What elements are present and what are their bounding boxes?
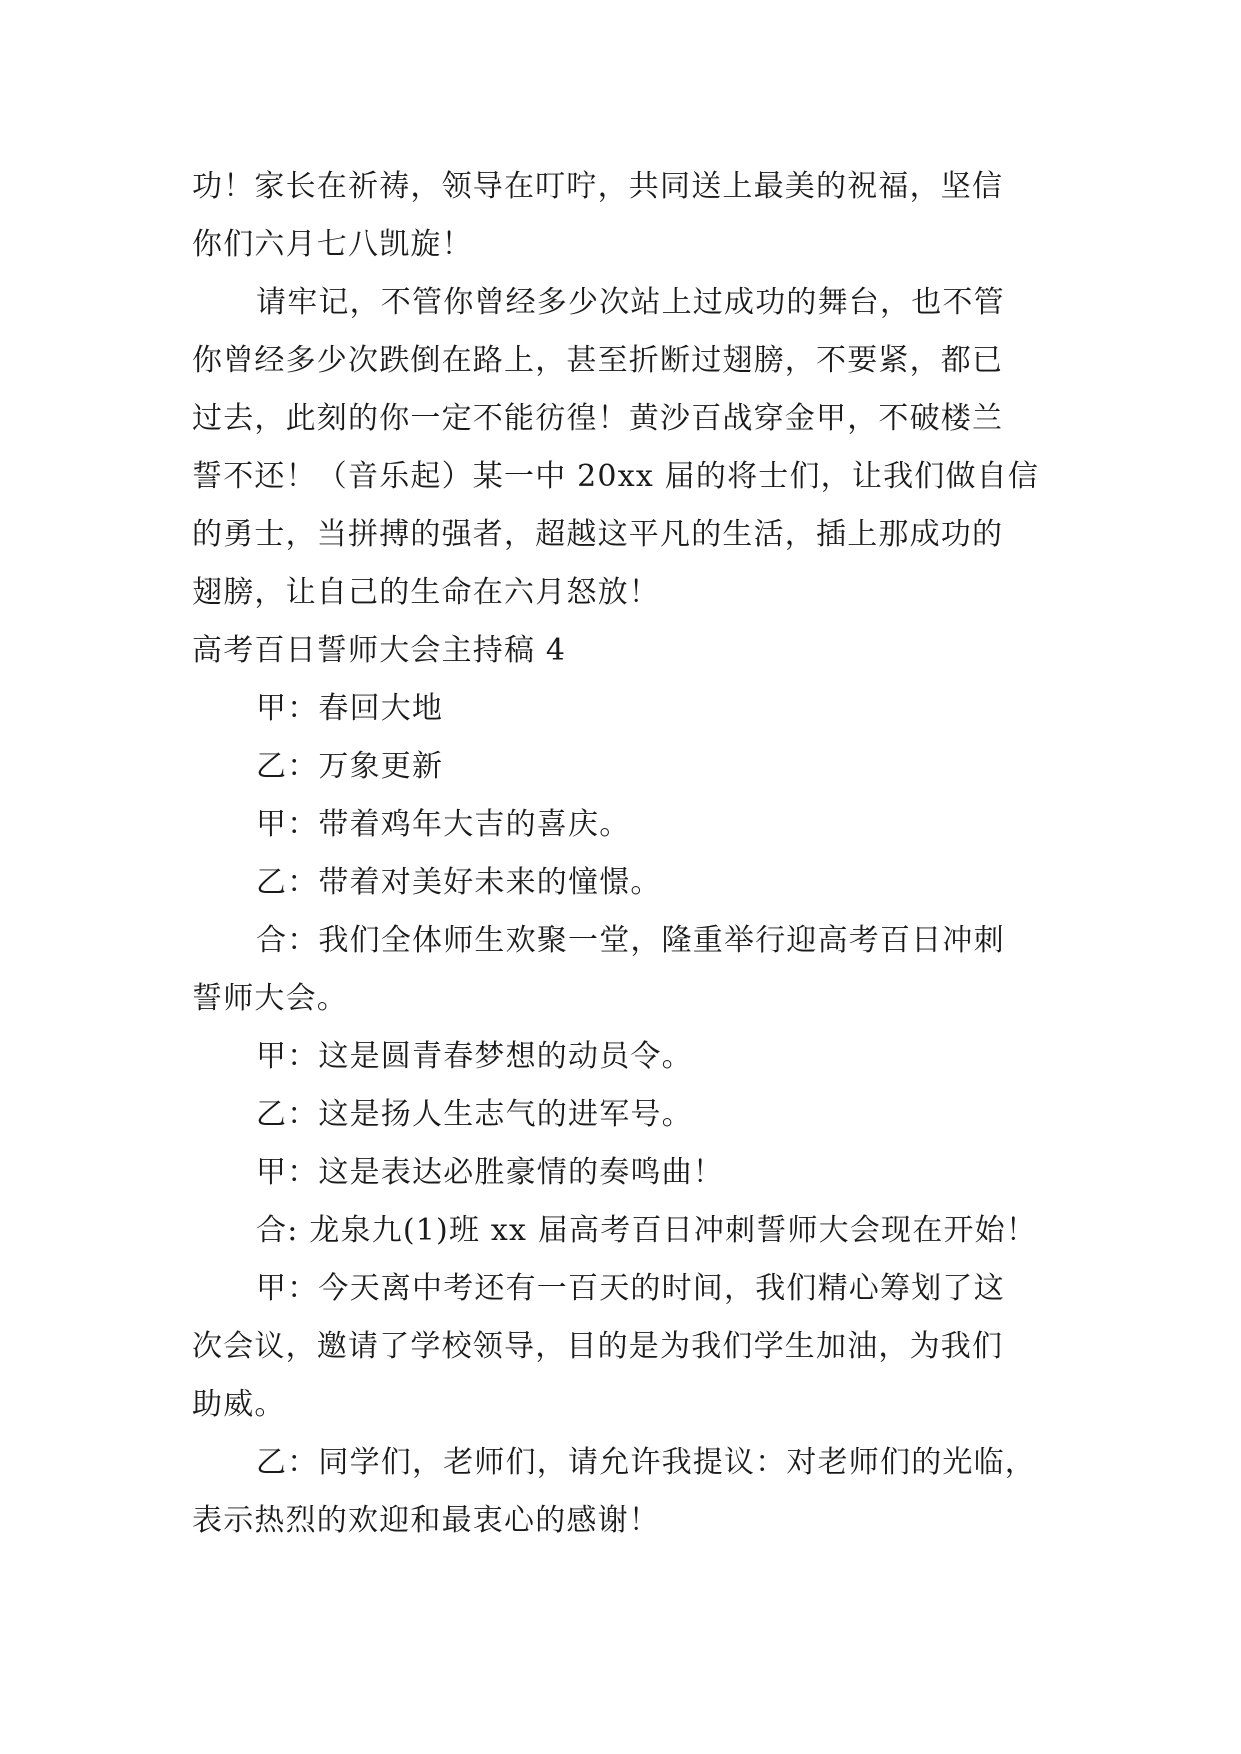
text-line: 你们六月七八凯旋！ xyxy=(192,227,473,262)
text-line: 表示热烈的欢迎和最衷心的感谢！ xyxy=(192,1503,660,1538)
text-line: 乙：万象更新 xyxy=(256,749,444,784)
text-line: 过去，此刻的你一定不能彷徨！黄沙百战穿金甲，不破楼兰 xyxy=(192,401,1004,436)
text-line: 翅膀，让自己的生命在六月怒放！ xyxy=(192,575,660,610)
text-line: 甲：带着鸡年大吉的喜庆。 xyxy=(256,807,631,842)
text-line: 誓师大会。 xyxy=(192,981,348,1016)
text-line: 的勇士，当拼搏的强者，超越这平凡的生活，插上那成功的 xyxy=(192,517,1004,552)
text-line: 誓不还！（音乐起）某一中 20xx 届的将士们，让我们做自信 xyxy=(192,459,1040,494)
text-line: 甲：这是表达必胜豪情的奏鸣曲！ xyxy=(256,1155,724,1190)
document-body xyxy=(192,158,1062,1550)
text-line: 甲：这是圆青春梦想的动员令。 xyxy=(256,1039,693,1074)
text-line: 你曾经多少次跌倒在路上，甚至折断过翅膀，不要紧，都已 xyxy=(192,343,1004,378)
text-line: 合：我们全体师生欢聚一堂，隆重举行迎高考百日冲刺 xyxy=(256,923,1005,958)
text-line: 助威。 xyxy=(192,1387,286,1422)
text-line: 次会议，邀请了学校领导，目的是为我们学生加油，为我们 xyxy=(192,1329,1004,1364)
text-line: 乙：这是扬人生志气的进军号。 xyxy=(256,1097,693,1132)
text-line: 请牢记，不管你曾经多少次站上过成功的舞台，也不管 xyxy=(256,285,1005,320)
section-heading: 高考百日誓师大会主持稿 4 xyxy=(192,633,567,668)
text-line: 乙：带着对美好未来的憧憬。 xyxy=(256,865,662,900)
text-line: 功！家长在祈祷，领导在叮咛，共同送上最美的祝福，坚信 xyxy=(192,169,1004,204)
text-line: 合: 龙泉九(1)班 xx 届高考百日冲刺誓师大会现在开始！ xyxy=(256,1213,1038,1248)
text-line: 甲：今天离中考还有一百天的时间，我们精心筹划了这 xyxy=(256,1271,1005,1306)
text-line: 甲：春回大地 xyxy=(256,691,444,726)
text-line: 乙：同学们，老师们，请允许我提议：对老师们的光临， xyxy=(256,1445,1036,1480)
